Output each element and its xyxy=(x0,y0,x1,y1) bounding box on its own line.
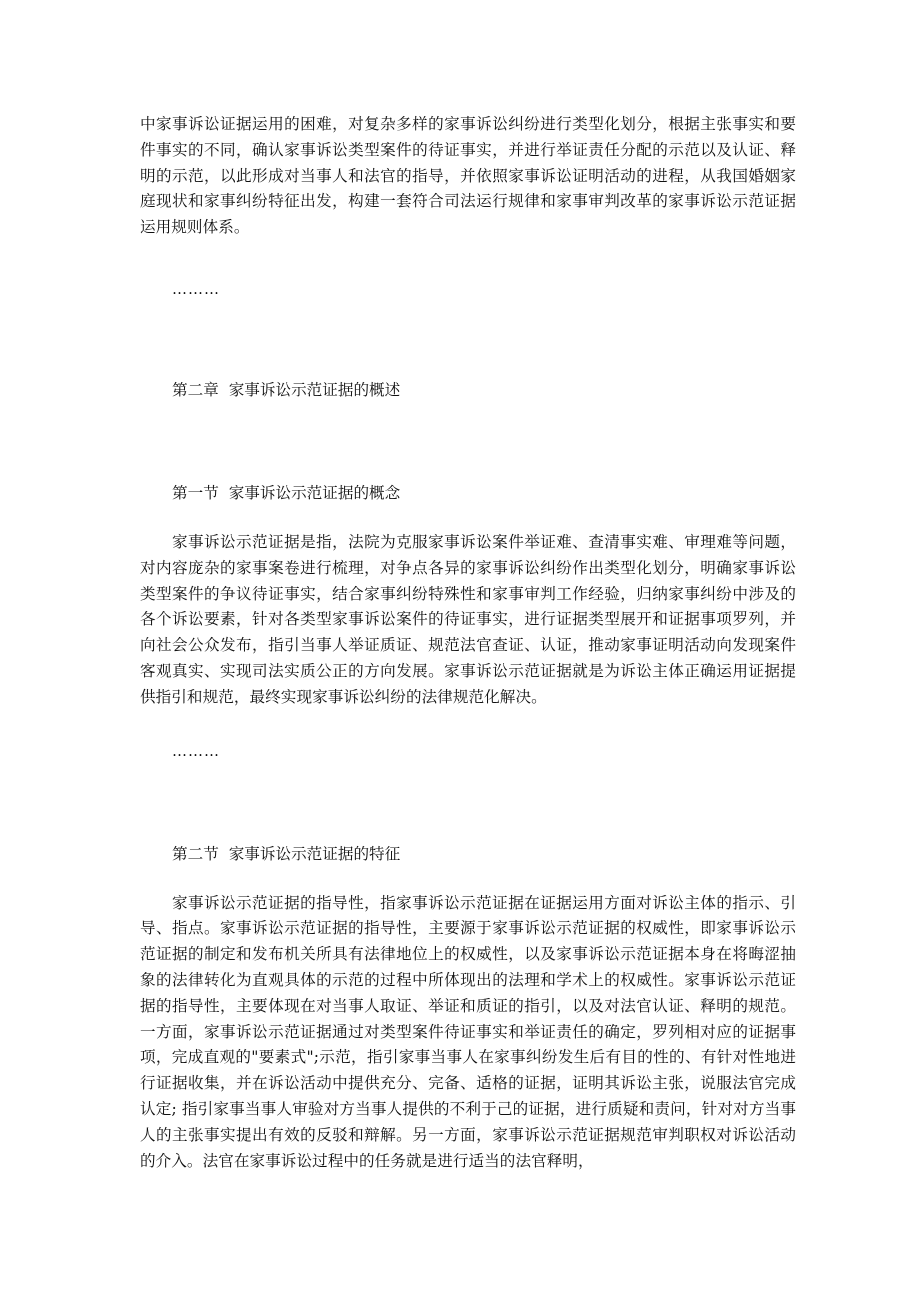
concept-paragraph: 家事诉讼示范证据是指，法院为克服家事诉讼案件举证难、查清事实难、审理难等问题，对内容庞杂的家事案卷进行梳理，对争点各异的家事诉讼纠纷作出类型化划分，明确家事诉讼类型案件的争议待证事实，结合家事纠纷特殊性和家事审判工作经验，归纳家事纠纷中涉及的各个诉讼要素，针对各类型家事诉讼案件的待证事实，进行证据类型展开和证据事项罗列，并向社会公众发布，指引当事人举证质证、规范法官查证、认证，推动家事证明活动向发现案件客观真实、实现司法实质公正的方向发展。家事诉讼示范证据就是为诉讼主体正确运用证据提供指引和规范，最终实现家事诉讼纠纷的法律规范化解决。 xyxy=(140,532,796,706)
features-paragraph: 家事诉讼示范证据的指导性，指家事诉讼示范证据在证据运用方面对诉讼主体的指示、引导、指点。家事诉讼示范证据的指导性，主要源于家事诉讼示范证据的权威性，即家事诉讼示范证据的制定和发布机关所具有法律地位上的权威性，以及家事诉讼示范证据本身在将晦涩抽象的法律转化为直观具体的示范的过程中所体现出的法理和学术上的权威性。家事诉讼示范证据的指导性，主要体现在对当事人取证、举证和质证的指引，以及对法官认证、释明的规范。一方面，家事诉讼示范证据通过对类型案件待证事实和举证责任的确定，罗列相对应的证据事项，完成直观的"要素式";示范，指引家事当事人在家事纠纷发生后有目的性的、有针对性地进行证据收集，并在诉讼活动中提供充分、完备、适格的证据，证明其诉讼主张，说服法官完成认定; 指引家事当事人审验对方当事人提供的不利于己的证据，进行质疑和责问，针对对方当事人的主张事实提出有效的反驳和辩解。另一方面，家事诉讼示范证据规范审判职权对诉讼活动的介入。法官在家事诉讼过程中的任务就是进行适当的法官释明， xyxy=(140,893,796,1170)
chapter-heading: 第二章 家事诉讼示范证据的概述 xyxy=(172,380,401,399)
intro-paragraph: 中家事诉讼证据运用的困难，对复杂多样的家事诉讼纠纷进行类型化划分，根据主张事实和要件事实的不同，确认家事诉讼类型案件的待证事实，并进行举证责任分配的示范以及认证、释明的示范，以此形成对当事人和法官的指导，并依照家事诉讼证明活动的进程，从我国婚姻家庭现状和家事纠纷特征出发，构建一套符合司法运行规律和家事审判改革的家事诉讼示范证据运用规则体系。 xyxy=(140,115,796,237)
section-heading-features: 第二节 家事诉讼示范证据的特征 xyxy=(172,844,401,863)
omission-ellipsis: ……… xyxy=(172,279,220,298)
omission-ellipsis: ……… xyxy=(172,741,220,760)
section-heading-concept: 第一节 家事诉讼示范证据的概念 xyxy=(172,483,401,502)
document-page xyxy=(140,112,796,1174)
